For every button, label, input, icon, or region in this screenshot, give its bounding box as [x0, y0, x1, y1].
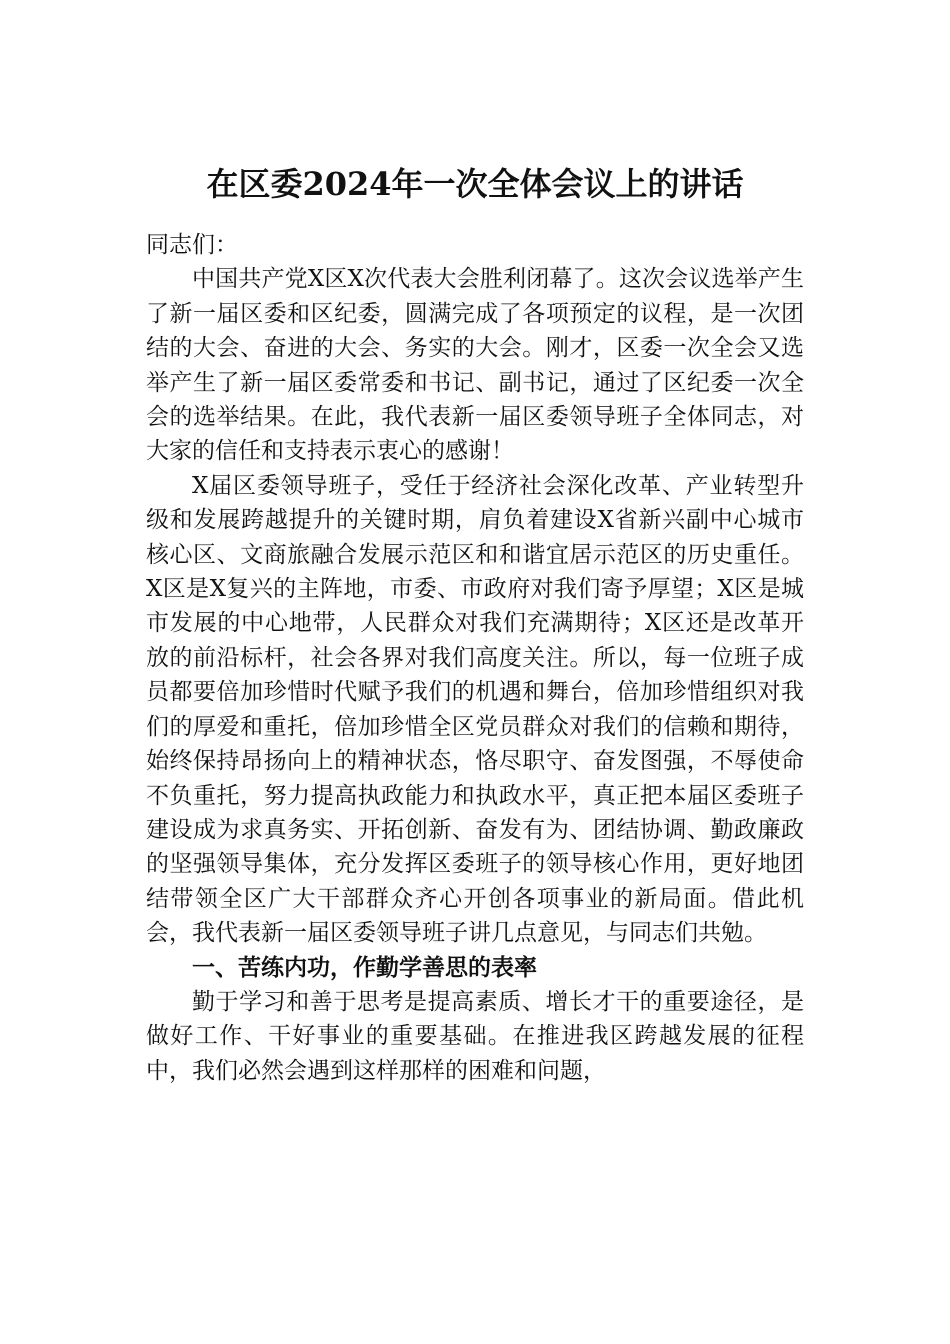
salutation: 同志们： [146, 232, 238, 258]
document-body [146, 228, 804, 1088]
section-heading-1: 一、苦练内功，作勤学善思的表率 [192, 954, 537, 981]
paragraph-leadership: X届区委领导班子，受任于经济社会深化改革、产业转型升级和发展跨越提升的关键时期，肩负着建设X省新兴副中心城市核心区、文商旅融合发展示范区和和谐宜居示范区的历史重任。X区是X复兴的主阵地，市委、市政府对我们寄予厚望；X区是城市发展的中心地带，人民群众对我们充满期待；X区还是改革开放的前沿标杆，社会各界对我们高度关注。所以，每一位班子成员都要倍加珍惜时代赋予我们的机遇和舞台，倍加珍惜组织对我们的厚爱和重托，倍加珍惜全区党员群众对我们的信赖和期待，始终保持昂扬向上的精神状态，恪尽职守、奋发图强，不辱使命不负重托，努力提高执政能力和执政水平，真正把本届区委班子建设成为求真务实、开拓创新、奋发有为、团结协调、勤政廉政的坚强领导集体，充分发挥区委班子的领导核心作用，更好地团结带领全区广大干部群众齐心开创各项事业的新局面。借此机会，我代表新一届区委领导班子讲几点意见，与同志们共勉。 [146, 472, 804, 947]
section-paragraph-1: 勤于学习和善于思考是提高素质、增长才干的重要途径，是做好工作、干好事业的重要基础。在推进我区跨越发展的征程中，我们必然会遇到这样那样的困难和问题， [146, 988, 804, 1084]
document-title: 在区委2024年一次全体会议上的讲话 [206, 165, 744, 203]
paragraph-opening: 中国共产党X区X次代表大会胜利闭幕了。这次会议选举产生了新一届区委和区纪委，圆满完成了各项预定的议程，是一次团结的大会、奋进的大会、务实的大会。刚才，区委一次全会又选举产生了新一届区委常委和书记、副书记，通过了区纪委一次全会的选举结果。在此，我代表新一届区委领导班子全体同志，对大家的信任和支持表示衷心的感谢！ [146, 266, 804, 465]
